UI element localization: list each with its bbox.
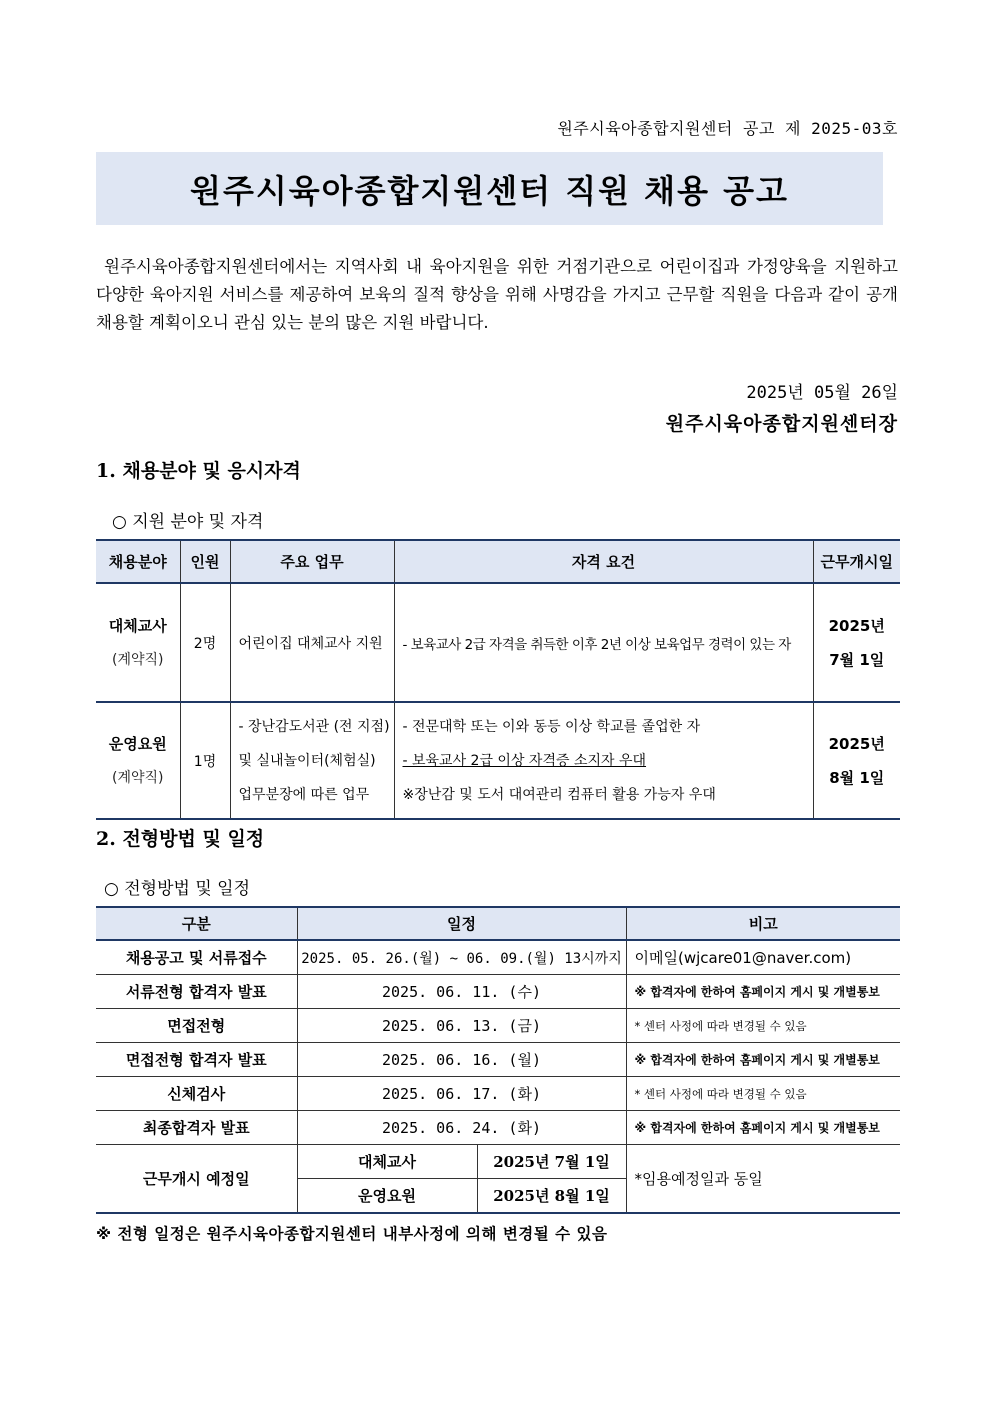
- table-row: [96, 702, 900, 819]
- stage-schedule: 2025. 06. 24. (화): [297, 1111, 626, 1145]
- stage-schedule: 2025. 06. 11. (수): [297, 975, 626, 1009]
- table-row: [96, 940, 900, 975]
- footer-note: ※ 전형 일정은 원주시육아종합지원센터 내부사정에 의해 변경될 수 있음: [96, 1225, 608, 1243]
- field-type: (계약직): [112, 651, 164, 668]
- start-label: 근무개시 예정일: [96, 1145, 297, 1214]
- requirement-line-preferred: [403, 744, 813, 778]
- count-cell: 2명: [180, 583, 230, 702]
- table-row: [96, 1077, 900, 1111]
- start-field: 대체교사: [297, 1145, 477, 1179]
- duty-cell: 어린이집 대체교사 지원: [230, 583, 394, 702]
- section1-subtitle: ○ 지원 분야 및 자격: [112, 512, 264, 532]
- start-day: 8월 1일: [829, 768, 885, 787]
- start-field: 운영요원: [297, 1179, 477, 1214]
- requirements-cell: - 보육교사 2급 자격을 취득한 이후 2년 이상 보육업무 경력이 있는 자: [394, 583, 813, 702]
- requirement-line: - 전문대학 또는 이와 동등 이상 학교를 졸업한 자: [402, 718, 701, 735]
- stage-label: 면접전형 합격자 발표: [96, 1043, 297, 1077]
- stage-schedule: 2025. 06. 17. (화): [297, 1077, 626, 1111]
- field-type: (계약직): [112, 769, 164, 786]
- stage-label: 신체검사: [96, 1077, 297, 1111]
- requirements-cell: [394, 702, 813, 819]
- table-row: [96, 583, 900, 702]
- start-date: 2025년 7월 1일: [477, 1145, 626, 1179]
- stage-schedule: 2025. 05. 26.(월) ~ 06. 09.(월) 13시까지: [297, 940, 626, 975]
- stage-label: 서류전형 합격자 발표: [96, 975, 297, 1009]
- section2-title: 2. 전형방법 및 일정: [96, 828, 265, 850]
- count-cell: 1명: [180, 702, 230, 819]
- start-year: 2025년: [828, 734, 885, 753]
- duty-line: - 장난감도서관 (전 지점): [238, 718, 390, 735]
- col-header-requirements: 자격 요건: [394, 540, 813, 583]
- col-header-category: 구분: [96, 907, 297, 940]
- table-header-row: [96, 540, 900, 583]
- table-row: [96, 1043, 900, 1077]
- col-header-duty: 주요 업무: [230, 540, 394, 583]
- schedule-table: [96, 906, 900, 1214]
- table-row: [96, 1009, 900, 1043]
- stage-label: 면접전형: [96, 1009, 297, 1043]
- notice-date: 2025년 05월 26일: [746, 383, 898, 403]
- stage-schedule: 2025. 06. 13. (금): [297, 1009, 626, 1043]
- start-note: *임용예정일과 동일: [626, 1145, 900, 1214]
- stage-note: ※ 합격자에 한하여 홈페이지 게시 및 개별통보: [626, 1111, 900, 1145]
- field-cell: [96, 583, 180, 702]
- field-cell: [96, 702, 180, 819]
- stage-schedule: 2025. 06. 16. (월): [297, 1043, 626, 1077]
- signer: 원주시육아종합지원센터장: [665, 413, 898, 435]
- page-title: 원주시육아종합지원센터 직원 채용 공고: [190, 171, 789, 210]
- notice-number: 원주시육아종합지원센터 공고 제 2025-03호: [557, 119, 898, 138]
- start-day: 7월 1일: [829, 650, 885, 669]
- field-name: 운영요원: [108, 734, 167, 753]
- col-header-remarks: 비고: [626, 907, 900, 940]
- duty-line: 및 실내놀이터(체험실): [238, 752, 376, 769]
- start-cell: [813, 583, 900, 702]
- stage-note: ※ 합격자에 한하여 홈페이지 게시 및 개별통보: [626, 975, 900, 1009]
- duty-cell: [230, 702, 394, 819]
- stage-note-email: 이메일(wjcare01@naver.com): [626, 940, 900, 975]
- stage-note: * 센터 사정에 따라 변경될 수 있음: [626, 1009, 900, 1043]
- start-year: 2025년: [828, 616, 885, 635]
- requirement-preferred-text: - 보육교사 2급 이상 자격증 소지자 우대: [402, 752, 647, 769]
- col-header-start: 근무개시일: [813, 540, 900, 583]
- col-header-schedule: 일정: [297, 907, 626, 940]
- title-banner: [96, 152, 883, 225]
- field-name: 대체교사: [108, 616, 167, 635]
- start-cell: [813, 702, 900, 819]
- stage-label: 채용공고 및 서류접수: [96, 940, 297, 975]
- table-row: [96, 1111, 900, 1145]
- positions-table: [96, 539, 900, 820]
- table-header-row: [96, 907, 900, 940]
- table-row: [96, 1145, 900, 1179]
- stage-note: * 센터 사정에 따라 변경될 수 있음: [626, 1077, 900, 1111]
- section2-subtitle: ○ 전형방법 및 일정: [104, 879, 250, 899]
- duty-line: 업무분장에 따른 업무: [238, 786, 370, 803]
- start-date: 2025년 8월 1일: [477, 1179, 626, 1214]
- col-header-count: 인원: [180, 540, 230, 583]
- stage-label: 최종합격자 발표: [96, 1111, 297, 1145]
- requirement-line: ※장난감 및 도서 대여관리 컴퓨터 활용 가능자 우대: [402, 786, 716, 803]
- table-row: [96, 975, 900, 1009]
- intro-paragraph: 원주시육아종합지원센터에서는 지역사회 내 육아지원을 위한 거점기관으로 어린이집과 가정양육을 지원하고 다양한 육아지원 서비스를 제공하여 보육의 질적 향상을 위해 사명감을 가지고 근무할 직원을 다음과 같이 공개 채용할 계획이오니 관심 있는 분의 많은 지원 바랍니다.: [96, 257, 898, 332]
- section1-title: 1. 채용분야 및 응시자격: [96, 460, 301, 482]
- stage-note: ※ 합격자에 한하여 홈페이지 게시 및 개별통보: [626, 1043, 900, 1077]
- col-header-field: 채용분야: [96, 540, 180, 583]
